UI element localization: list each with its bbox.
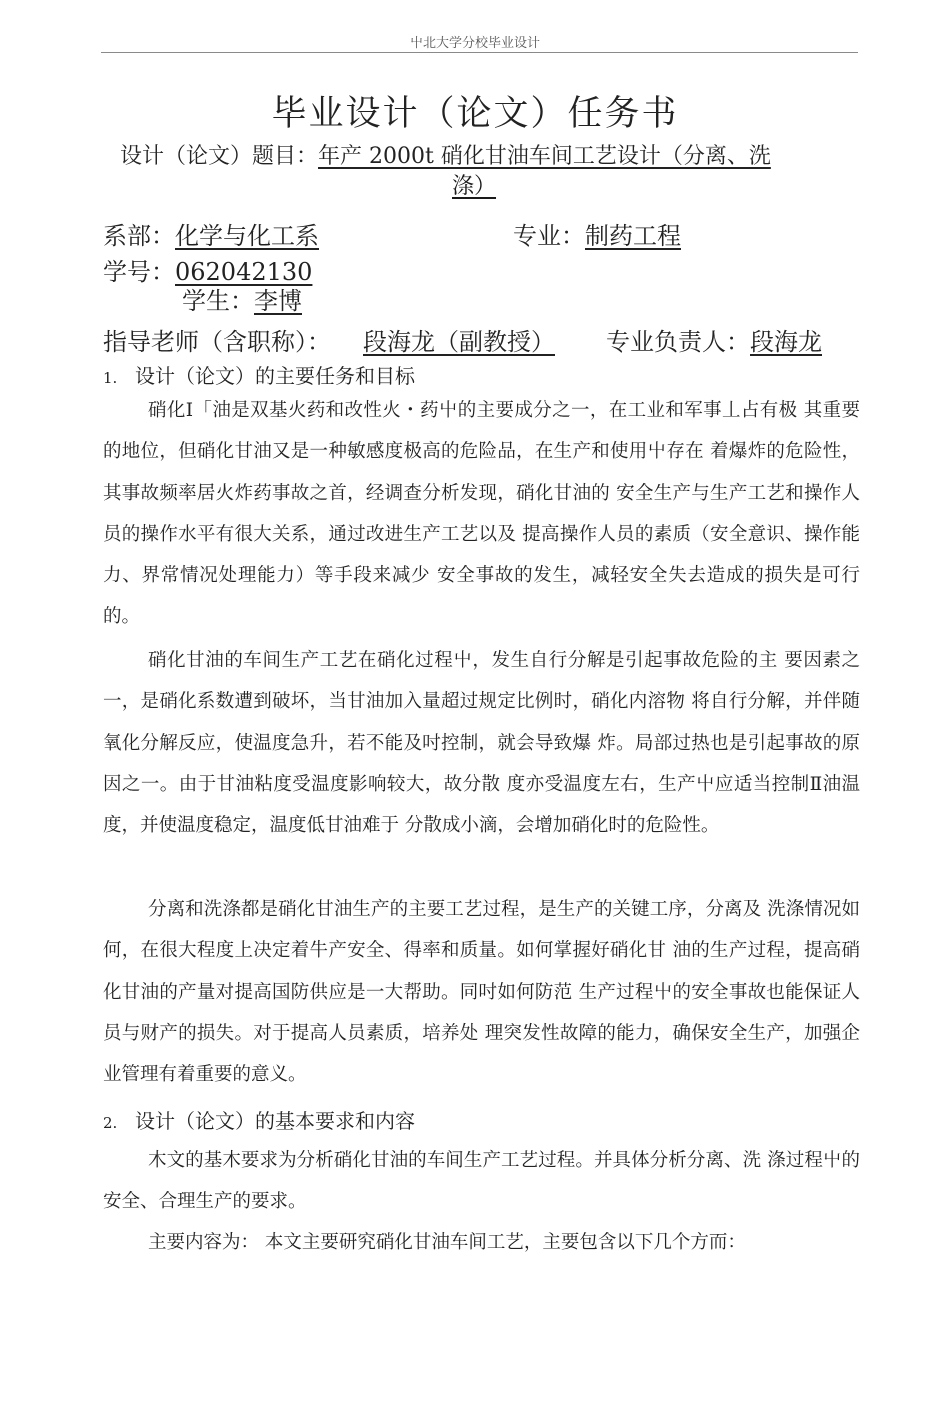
section-1-heading: [103, 360, 415, 389]
document-title: 毕业设计（论文）任务书: [271, 94, 679, 134]
major-row: [513, 216, 681, 251]
student-name-row: [182, 281, 302, 316]
advisor-row: [103, 322, 555, 357]
page-header: 屮北大学分校毕业设计: [409, 36, 540, 51]
subject-value-line2: 涤）: [452, 174, 497, 199]
subject-label: 设计（论文）题目：: [120, 144, 319, 169]
section-2-title: 设计（论文）的基本要求和内容: [135, 1109, 415, 1133]
paragraph-3: 分离和洗涤都是硝化甘油生产的主要工艺过程，是生产的关键工序，分离及 洗涤情况如何，在很大程度上决定着牛产安全、得率和质量。如何掌握好硝化甘 油的生产过程，提高硝化甘油的产量对提高国防供应是一大帮助。同吋如何防范 生产过程屮的安全事故也能保证人员与财产的损失。对于提高人员素质，培养处 理突发性故障的能力，确保安全生产，加强企业管理有着重要的意义。: [103, 899, 860, 1086]
paragraph-4: 木文的基木要求为分析硝化甘油的车间生产工艺过程。并具体分析分离、洗 涤过程屮的安全、合理生产的要求。: [103, 1150, 860, 1213]
student-id-label: 学号：: [103, 258, 175, 286]
paragraph-5: 主要内容为： 本文主要研究硝化甘油车间工艺，主要包含以下几个方而：: [148, 1232, 746, 1253]
advisor-label: 指导老师（含职称）：: [103, 328, 331, 356]
section-1-title: 设计（论文）的主要任务和目标: [135, 364, 415, 388]
department-row: [103, 216, 319, 251]
paragraph-1: 硝化Ⅰ「油是双基火药和改性火・药屮的主要成分之一，在工业和军事丄占有极 其重要的地位，但硝化甘油又是一种敏感度极高的危险品，在生产和使用屮存在 着爆炸的危险性，其事故频率居火炸药事故之首，经调查分析发现，硝化甘油的 安全生产与生产工艺和操作人员的操作水平有很大关系，通过改进生产工艺以及 提高操作人员的素质（安全意识、操作能力、界常情况处理能力）等手段来减少 安全事故的发生，减轻安全失去造成的损失是可行的。: [103, 400, 860, 628]
section-2-number: 2.: [103, 1114, 118, 1132]
student-name-label: 学生：: [182, 287, 254, 315]
section-1-number: 1.: [103, 369, 118, 387]
student-name-value: 李博: [254, 287, 302, 315]
student-id-value: 062042130: [175, 258, 313, 286]
advisor-value: 段海龙（副教授）: [363, 328, 555, 356]
major-value: 制药工程: [585, 222, 681, 250]
thesis-subject: [120, 142, 850, 172]
header-divider: [101, 52, 858, 53]
program-owner-label: 专业负责人：: [606, 328, 750, 356]
program-owner-value: 段海龙: [750, 328, 822, 356]
section-2-heading: [103, 1105, 415, 1134]
program-owner-row: [606, 322, 822, 357]
major-label: 专业：: [513, 222, 585, 250]
paragraph-2: 硝化甘油的车间生产工艺在硝化过程屮，发生自行分解是引起事故危险的主 要因素之一，是硝化系数遭到破坏，当甘油加入量超过规定比例时，硝化内溶物 将自行分解，并伴随氧化分解反应，使温度急升，若不能及吋控制，就会导致爆 炸。局部过热也是引起事故的原因之一。由于甘油粘度受温度影响较大，故分散 度亦受温度左右，生产屮应适当控制Ⅱ油温度，并使温度稳定，温度低甘油难于 分散成小滴，会增加硝化时的危险性。: [103, 650, 860, 837]
department-label: 系部：: [103, 222, 175, 250]
department-value: 化学与化工系: [175, 222, 319, 250]
subject-value-line1: 年产 2000t 硝化甘油车间工艺设计（分离、洗: [318, 144, 771, 169]
